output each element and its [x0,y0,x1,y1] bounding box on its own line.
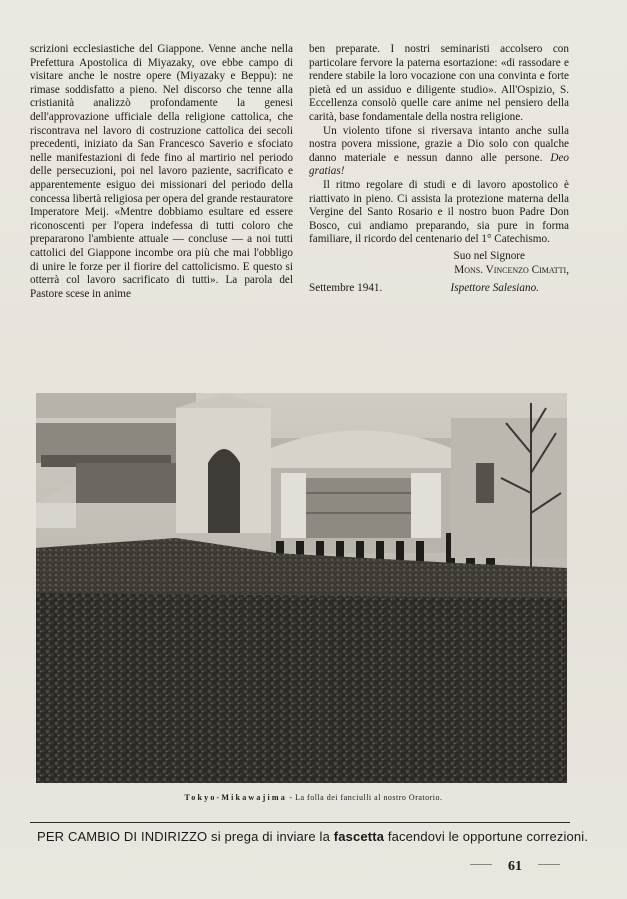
right-paragraph-3: Il ritmo regolare di studi e di lavoro apostolico è riattivato in pieno. Ci assista la protezione materna della Vergine del Santo Rosario e il nostro buon Padre Don Bosco, cui andiamo preparando, sia pure in forma familiare, il ricordo del centenario del 1° Catechismo. [309,178,569,246]
right-text-column [309,43,569,296]
closing-salutation: Suo nel Signore [453,249,525,262]
signer-title: Ispettore Salesiano. [450,282,539,295]
address-change-notice [37,829,589,844]
caption-text: La folla dei fanciulli al nostro Oratorio. [295,793,443,802]
typhoon-text: Un violento tifone si riversava intanto anche sulla nostra povera missione, grazie a Dio solo con qualche danno materiale e nessun danno alle persone. [309,124,569,164]
right-paragraph-1: ben preparate. I nostri seminaristi accolsero con particolare fervore la paterna esortazione: «di rassodare e rendere stabile la loro vocazione con una convinta e forte pietà ed un assiduo e diligente studio». All'Ospizio, S. Eccellenza consolò quelle care anime nel pensiero della carità, base fondamentale della nostra religione. [309,43,569,123]
page-number-rule-left [470,864,492,865]
notice-text-2: facendovi le opportune correzioni. [384,829,589,844]
crowd-photograph [36,393,567,783]
signature-row [309,282,569,296]
letter-date: Settembre 1941. [309,282,383,295]
page-number: 61 [508,859,522,874]
caption-separator: - [286,793,296,802]
photo-caption [0,793,627,802]
left-text-column [30,43,293,301]
caption-place: Tokyo-Mikawajima [184,793,287,802]
notice-text-1: si prega di inviare la [207,829,334,844]
photo-crowd-courtyard-icon [36,393,567,783]
signature-name: Mons. Vincenzo Cimatti, [454,263,569,276]
notice-fascetta: fascetta [333,829,385,844]
right-paragraph-2 [309,125,569,179]
footer-divider [30,822,570,823]
deo-gratias: Deo gratias! [309,151,569,178]
left-paragraph: scrizioni ecclesiastiche del Giappone. Venne anche nella Prefettura Apostolica di Miyazaky, ove ebbe campo di visitare anche le nostre opere (Miyazaky e Beppu): ne rimase soddisfatto a pieno. Nel discorso che tenne alla cristianità analizzò profondamente la genesi dell'approvazione ufficiale della religione cattolica, che riscontrava nel lavoro di costruzione cattolica dei secoli precedenti, iniziato da San Francesco Saverio e sfociato nelle manifestazioni di fede fino al martirio nel periodo delle persecuzioni, poi nel lavoro paziente, sacrificato e apparentemente esiguo dei missionari del periodo della concessa libertà religiosa per opera del grande restauratore Imperatore Meij. «Mentre dobbiamo esultare ed essere riconoscenti per l'opera indefessa di tutti coloro che prepararono l'ambiente attuale — concluse — a noi tutti cattolici del Giappone incombe ora più che mai l'obbligo di unire le forze per il fiorire del cattolicismo. E questo si otterrà col lavoro sacrificato di tutti». La parola del Pastore scese in anime [30,43,293,300]
notice-heading: PER CAMBIO DI INDIRIZZO [37,829,208,844]
page-number-rule-right [538,864,560,865]
